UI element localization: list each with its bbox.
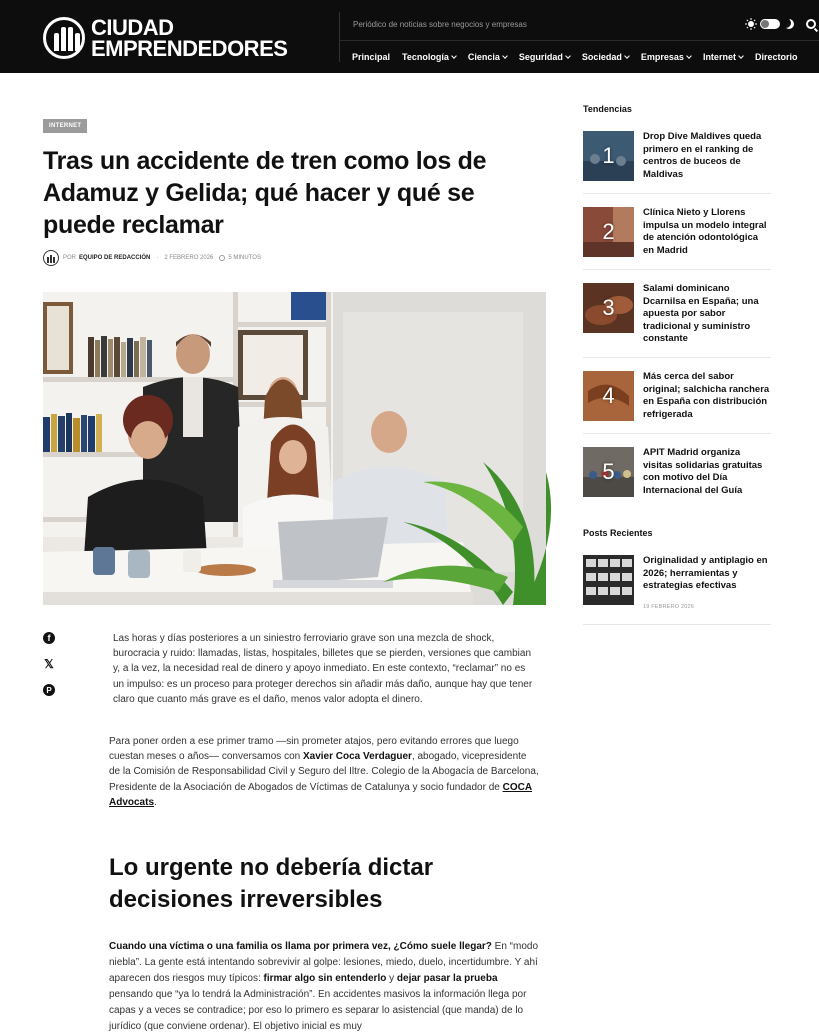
trending-rank: 1 [602, 143, 615, 168]
trending-thumbnail[interactable] [583, 131, 634, 181]
nav-empresas[interactable] [641, 52, 691, 62]
recent-post-title[interactable]: Originalidad y antiplagio en 2026; herramientas y estrategias efectivas [643, 555, 768, 592]
chevron-down-icon [686, 53, 692, 59]
trending-title[interactable]: Salami dominicano Dcarnilsa en España; una apuesta por sabor tradicional y suministro constante [643, 283, 759, 345]
recent-post-item[interactable] [583, 555, 771, 613]
logo-icon [43, 17, 85, 59]
nav-label: Seguridad [518, 52, 563, 62]
nav-principal[interactable] [352, 52, 390, 62]
trending-item[interactable] [583, 371, 771, 421]
trending-item[interactable] [583, 447, 771, 497]
divider [583, 269, 771, 270]
coca-advocats-link[interactable]: COCA Advocats [109, 781, 533, 808]
site-header [0, 0, 819, 73]
chevron-down-icon [451, 53, 457, 59]
trending-thumbnail[interactable] [583, 371, 634, 421]
category-badge[interactable]: INTERNET [43, 119, 87, 133]
nav-label: Internet [702, 52, 736, 62]
para-text: , abogado, vicepresidente de la Comisión de Responsabilidad Civil y Seguro del Iltre. Colegio de la Abogacía de Barcelona, Presidente de la Asociación de Abogados de Víctimas de Catalunya y socio fundador de [109, 751, 539, 793]
trending-rank: 3 [602, 295, 615, 320]
share-bar [43, 632, 55, 710]
header-divider [339, 12, 340, 62]
article-paragraph-3 [109, 939, 539, 1035]
nav-directorio[interactable] [755, 52, 798, 62]
para-text: pensando que “ya lo tendrá la Administración”. En accidentes masivos la información llega por capas y a veces se contradice; por eso lo primero es separar lo asistencial (que manda) de lo jurídico (que conviene ordenar). El objetivo inicial es muy [109, 989, 527, 1032]
recent-post-thumbnail[interactable] [583, 555, 634, 605]
clock-icon [219, 255, 225, 261]
bold-phrase: dejar pasar la prueba [396, 973, 498, 984]
trending-title[interactable]: Más cerca del sabor original; salchicha ranchera en España con distribución refrigerada [643, 371, 770, 420]
nav-ciencia[interactable] [468, 52, 507, 62]
article-date: 2 FEBRERO 2026 [164, 255, 214, 261]
para-text: . [154, 796, 157, 808]
header-tools [745, 18, 819, 30]
read-time: 5 MINUTOS [228, 255, 261, 261]
nav-sociedad[interactable] [582, 52, 629, 62]
chevron-down-icon [565, 53, 571, 59]
author-avatar[interactable] [43, 250, 59, 266]
nav-label: Sociedad [581, 52, 622, 62]
main-nav [352, 52, 809, 62]
trending-item[interactable] [583, 283, 771, 346]
trending-thumbnail[interactable] [583, 447, 634, 497]
bold-phrase: firmar algo sin entenderlo [263, 973, 387, 984]
trending-rank: 4 [602, 383, 615, 408]
nav-internet[interactable] [703, 52, 743, 62]
nav-label: Tecnología [402, 52, 449, 62]
nav-tecnologia[interactable] [402, 52, 456, 62]
recent-posts-heading: Posts Recientes [583, 528, 653, 538]
article-paragraph-2 [109, 734, 539, 810]
interview-question: Cuando una víctima o una familia os llama por primera vez, ¿Cómo suele llegar? [109, 941, 492, 952]
trending-heading: Tendencias [583, 104, 632, 114]
chevron-down-icon [738, 53, 744, 59]
divider [583, 193, 771, 194]
chevron-down-icon [624, 53, 630, 59]
trending-title[interactable]: APIT Madrid organiza visitas solidarias gratuitas con motivo del Día Internacional del Guía [643, 447, 763, 496]
pinterest-icon[interactable]: P [43, 684, 55, 696]
para-text: Para poner orden a ese primer tramo —sin prometer atajos, pero evitando errores que luego cuestan meses o años— conversamos con [109, 736, 519, 763]
nav-seguridad[interactable] [519, 52, 570, 62]
chevron-down-icon [502, 53, 508, 59]
divider [583, 433, 771, 434]
hero-image [43, 292, 546, 605]
nav-label: Empresas [640, 52, 684, 62]
theme-toggle[interactable] [760, 19, 780, 29]
recent-post-text [643, 555, 771, 613]
trending-item[interactable] [583, 131, 771, 181]
search-icon[interactable] [806, 19, 816, 29]
para-text: En “modo niebla”. La gente está intentando sobrevivir al golpe: lesiones, miedo, duelo, incertidumbre. Y ahí aparecen dos riesgos muy típicos: [109, 941, 539, 984]
article-meta [43, 250, 261, 266]
header-rule [340, 40, 819, 41]
trending-item[interactable] [583, 207, 771, 257]
recent-post-thumbnail-image [583, 555, 634, 605]
trending-rank: 2 [602, 219, 615, 244]
site-logo[interactable] [43, 17, 287, 59]
facebook-icon[interactable]: f [43, 632, 55, 644]
meta-by: POR [63, 255, 77, 261]
logo-line-2: EMPRENDEDORES [91, 36, 288, 61]
sun-icon[interactable] [745, 18, 757, 30]
nav-label: Directorio [754, 52, 798, 62]
article-title: Tras un accidente de tren como los de Adamuz y Gelida; qué hacer y qué se puede reclamar [43, 147, 487, 239]
trending-thumbnail[interactable] [583, 207, 634, 257]
nav-label: Ciencia [467, 52, 500, 62]
trending-rank: 5 [602, 459, 615, 484]
logo-text [91, 17, 287, 59]
trending-title[interactable]: Clínica Nieto y Llorens impulsa un modelo integral de atención odontológica en Madrid [643, 207, 767, 256]
trending-title[interactable]: Drop Dive Maldives queda primero en el ranking de centros de buceos de Maldivas [643, 131, 762, 180]
article-intro: Las horas y días posteriores a un siniestro ferroviario grave son una mezcla de shock, burocracia y ruido: llamadas, listas, hospitales, billetes que se pierden, versiones que cambian y, a la vez, la necesidad real de dinero y apoyo inmediato. En este contexto, “reclamar” no es un impulso: es un proceso para proteger derechos sin añadir más daño, aunque hay que tener claro que cuanto más grave es el daño, menos valor adopta el dinero. [113, 633, 533, 705]
section-heading: Lo urgente no debería dictar decisiones irreversibles [109, 854, 434, 913]
recent-post-date: 19 FEBRERO 2026 [643, 603, 694, 610]
logo-line-1: CIUDAD [91, 15, 174, 40]
trending-thumbnail[interactable] [583, 283, 634, 333]
meta-separator: · [156, 255, 159, 261]
divider [583, 357, 771, 358]
divider [583, 624, 771, 625]
site-tagline: Periódico de noticias sobre negocios y empresas [353, 20, 527, 29]
nav-label: Principal [352, 52, 391, 62]
para-text: y [386, 973, 397, 984]
interviewee-name: Xavier Coca Verdaguer [302, 751, 412, 763]
x-icon[interactable]: 𝕏 [44, 657, 54, 671]
author-link[interactable]: EQUIPO DE REDACCIÓN [79, 255, 151, 261]
moon-icon[interactable] [784, 19, 794, 29]
office-team-photo [43, 292, 546, 605]
